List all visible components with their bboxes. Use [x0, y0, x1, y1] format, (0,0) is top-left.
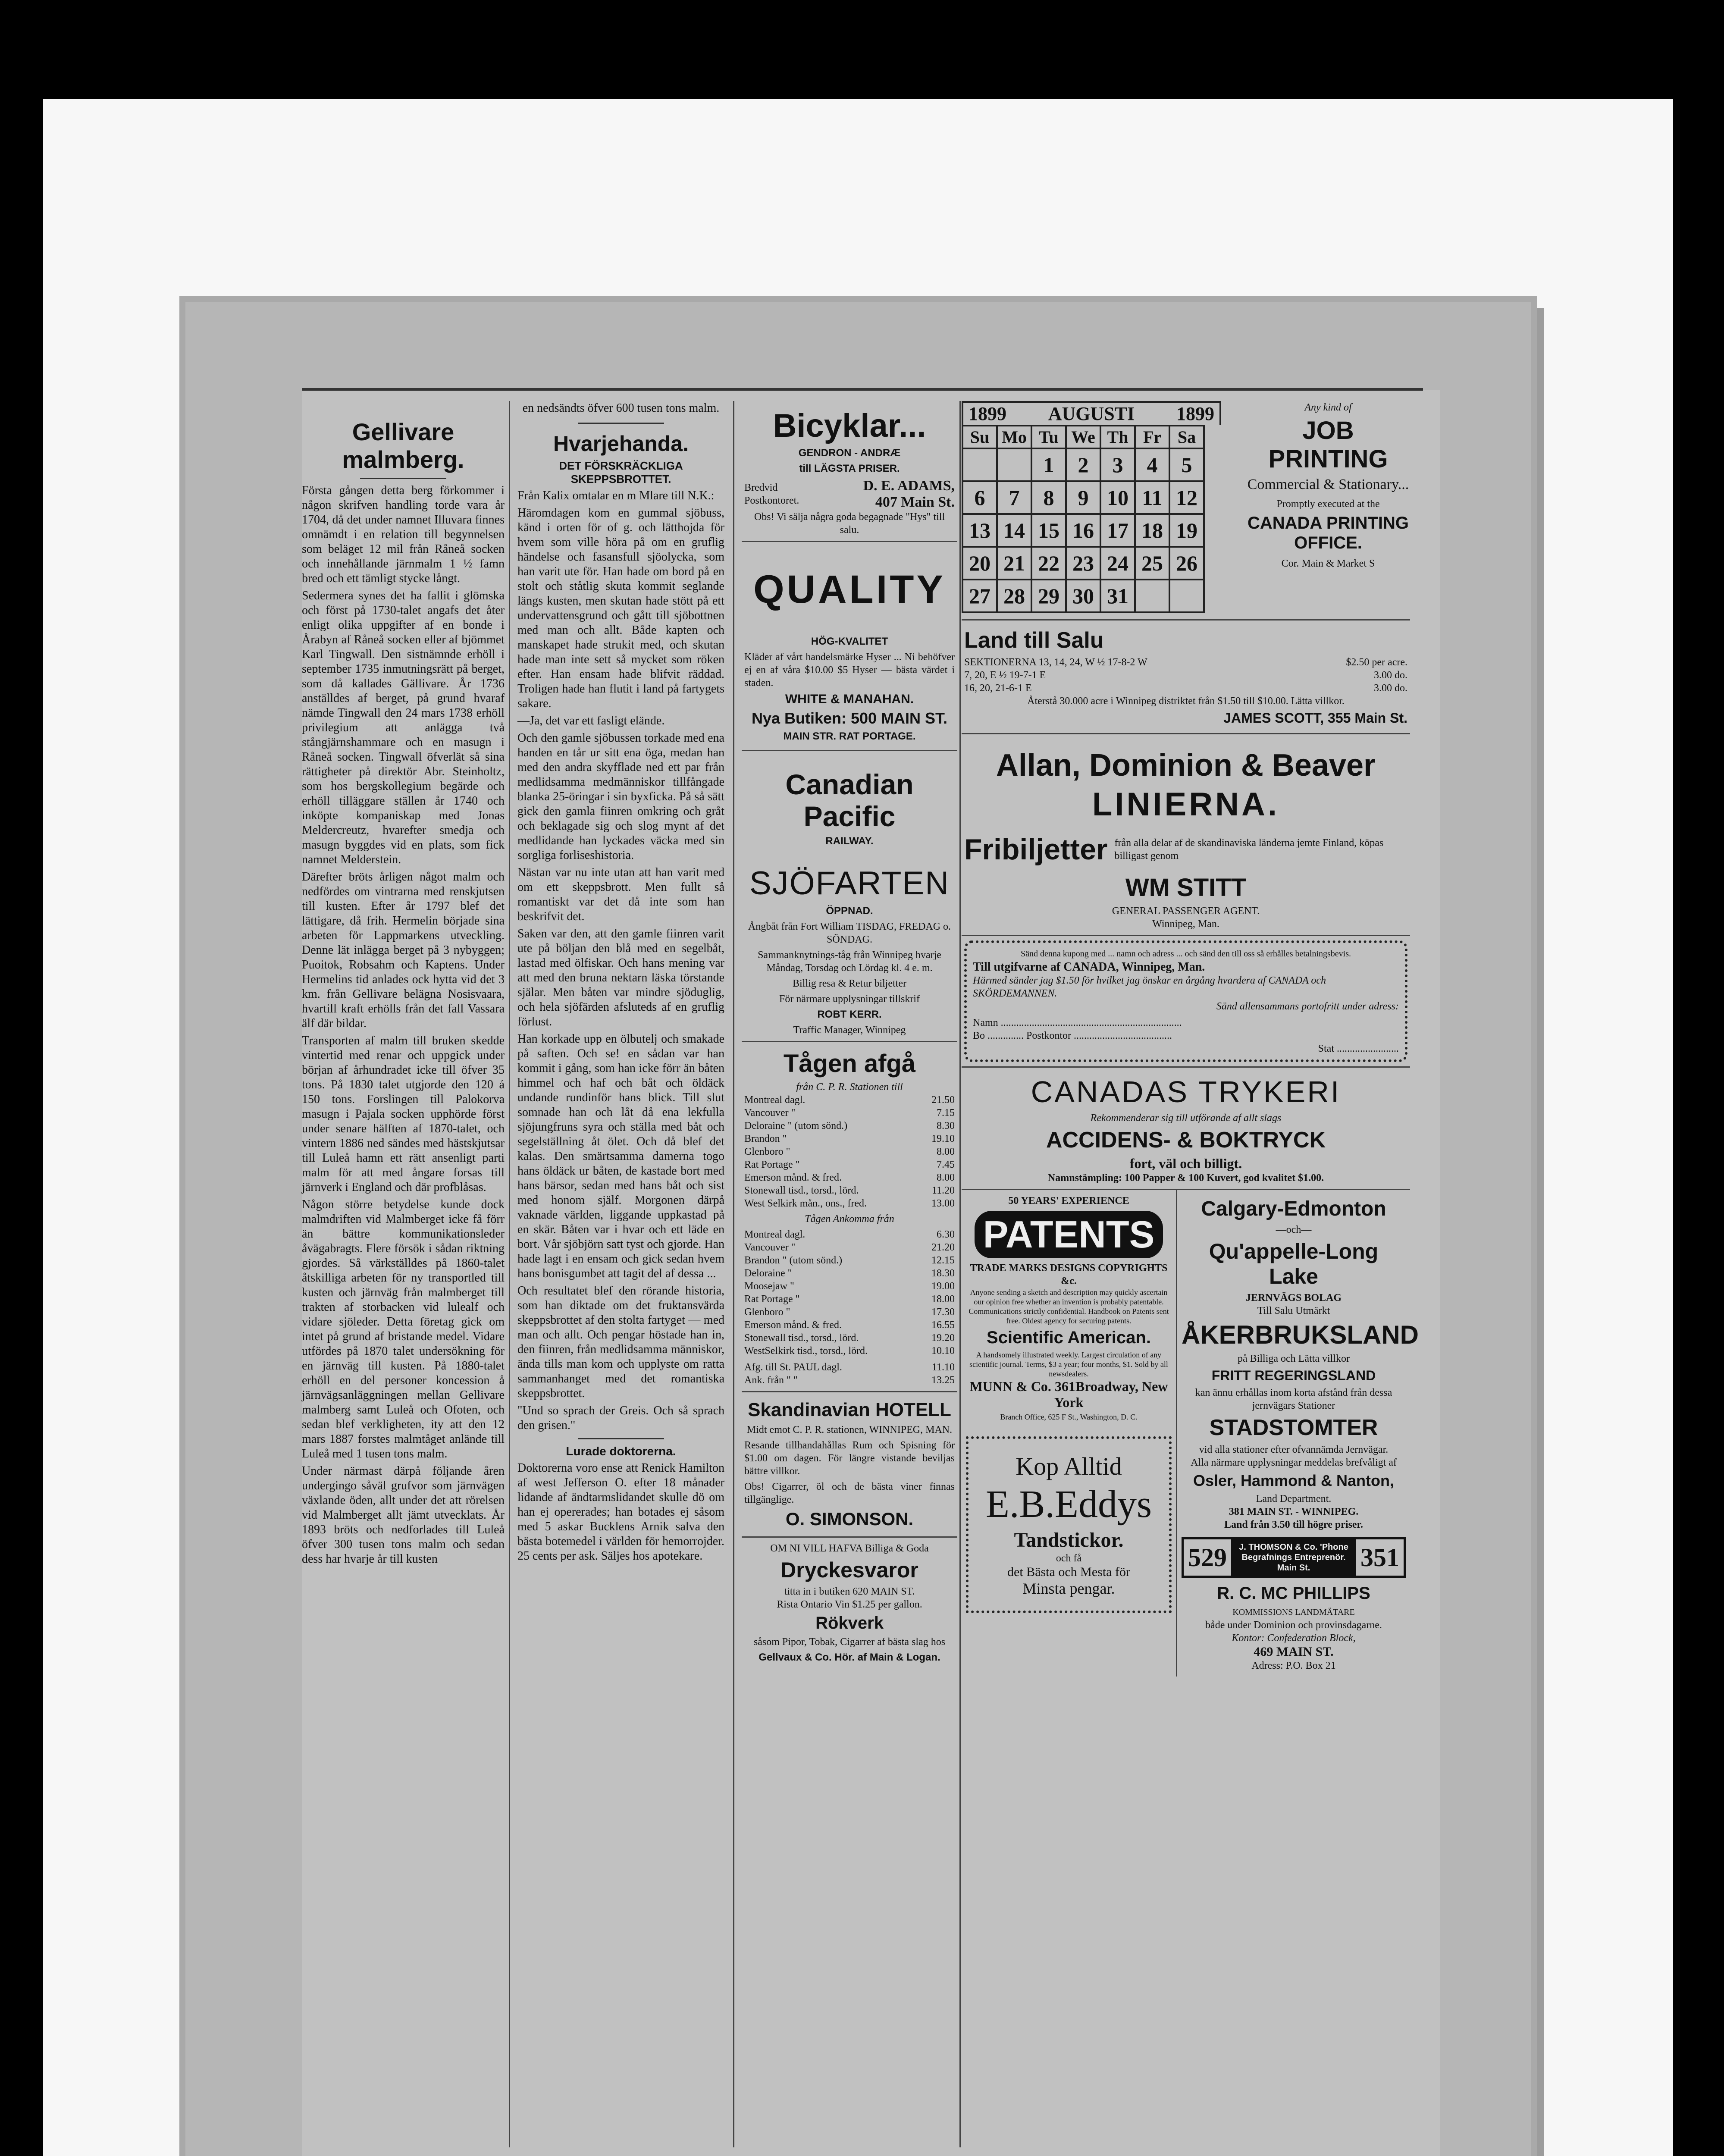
rokverk-text: såsom Pipor, Tobak, Cigarrer af bästa slag hos: [753, 1636, 946, 1648]
land-note: Återstå 30.000 acre i Winnipeg distriktet från $1.50 till $10.00. Lätta villkor.: [1027, 696, 1345, 707]
timetable-time: 19.00: [931, 1281, 955, 1292]
article-paragraph: Han korkade upp en ölbutelj och smakade på saften. Och se! en sådan var han kommit i gång, som han icke förr än båten himmel och haf och båt och öldäck undande rundinför hans blick. Till slut somnade han och låt då ena lekfulla sjöjungfruns syra och ställa med båt och segelställning åt ölet. Och då blef det kalas. Den smärtsamma damerna togo hans öldäck ur båten, de kastade bort med hans bärsor, sedan med hans båt och sist med honom själf. Morgonen därpå vaknade världen, liggande uppkastad på en skär. Båten var i hvar och ett läde en bort. Vår sjöbjörn satt tyst och gjorde. Han hade lagt i en ensam och gick sedan hvem hans bonisgumbet att tagit del af dessa ...: [517, 1032, 724, 1280]
quality-head: HÖG-KVALITET: [811, 636, 888, 647]
timetable-place: Stonewall tisd., torsd., lörd.: [744, 1185, 859, 1196]
land-sections: 16, 20, 21-6-1 E: [964, 683, 1032, 694]
accidens-sub: fort, väl och billigt.: [1129, 1156, 1242, 1171]
timetable-row: [744, 1319, 955, 1332]
timetable-place: West Selkirk mån., ons., fred.: [744, 1198, 867, 1209]
calendar-year: 1899: [1176, 403, 1214, 424]
timetable-time: 8.00: [937, 1172, 955, 1183]
calendar-day-header: We: [1066, 426, 1100, 448]
timetable-time: 18.00: [931, 1294, 955, 1305]
timetable-row: [744, 1228, 955, 1241]
land-price: Land från 3.50 till högre priser.: [1224, 1519, 1364, 1530]
article-paragraph: Första gången detta berg förkommer i någon skrifven handling torde vara år 1704, då det under namnet Illuvara finnes omnämdt i en relation till begynnelsen som beläget 12 mil från Råneå socken och innehållande järnmalm 1 ½ famn bred och ett tämligt stycke långt.: [302, 484, 505, 585]
timetable-row: [744, 1184, 955, 1197]
timetable-row: [744, 1132, 955, 1145]
sjofarten-contact-role: Traffic Manager, Winnipeg: [793, 1025, 906, 1036]
timetable-time: 11.20: [931, 1185, 955, 1196]
stad-text2: Alla närmare upplysningar meddelas brefvåligt af: [1191, 1457, 1397, 1468]
calendar-date: 30: [1066, 580, 1100, 612]
calendar-date: 20: [962, 547, 997, 580]
calendar-date: 18: [1135, 514, 1169, 547]
till-salu: Till Salu Utmärkt: [1257, 1305, 1330, 1316]
article-paragraph: Någon större betydelse kunde dock malmdriften vid Malmberget icke få förr än bättre kommunikationsleder åvägabragts. Flere försök i sådan riktning gjordes. Så värkställdes på 1860-talet åtskilliga arbeten för ny transportled till kusten och järnväg från malmberget till trakten af storbacken vid lulealf och vidare sjöleder. Detta företag gick om intet på grund af bristande medel. Vidare utfördes på 1870 talet undersökning för en järnväg till kusten. På 1880-talet erhöll en del personer koncession å järnvägsanläggningen mellan Gellivare malmberg samt Luleå och Ofoten, och sedan blef verkligheten, ity att den 12 mars 1887 forstes malmtåget anlände till Luleå med 1 tusen tons malm.: [302, 1198, 505, 1460]
thomson-addr: Main St.: [1277, 1563, 1310, 1573]
cp-title: Canadian Pacific: [785, 768, 914, 832]
ad-canadas-trykeri: [962, 1068, 1410, 1190]
munn-branch: Branch Office, 625 F St., Washington, D. C.: [1000, 1413, 1138, 1421]
coupon-box[interactable]: Sänd denna kupong med ... namn och adress ... och sänd den till oss så erhålles betalningsbevis. Till utgifvarne af CANADA, Winnipeg, Man. Härmed sänder jag $1.50 för hvilket jag önskar en årgång hvardera af CANADA och SKÖRDEMANNEN. Sänd allensammans portofritt under adress: Namn ...................................................................... Bo .............. Postkontor ...................................... Stat ........................: [964, 940, 1407, 1062]
calendar-date: [997, 448, 1031, 481]
timetable-time: 13.25: [931, 1375, 955, 1386]
calendar-date: 9: [1066, 481, 1100, 514]
patents-sub: TRADE MARKS DESIGNS COPYRIGHTS &c.: [970, 1263, 1168, 1287]
hotel-title: Skandinavian HOTELL: [748, 1399, 951, 1420]
calendar-date: 17: [1100, 514, 1135, 547]
row-bottom-ads: [962, 1190, 1419, 1677]
ad-dryckesvaror: [742, 1538, 957, 1671]
stitt-name: WM STITT: [1125, 874, 1247, 902]
osler-sub: Land Department.: [1256, 1493, 1332, 1504]
coupon-stat-label: Stat: [1318, 1043, 1334, 1054]
top-rule: [302, 388, 1423, 391]
headline-gellivare: Gellivare malmberg.: [342, 418, 464, 473]
land-rows: [964, 656, 1407, 695]
row-calendar-job: [962, 401, 1410, 620]
coupon-post-label: Postkontor: [1026, 1030, 1072, 1041]
calendar-date: 19: [1169, 514, 1204, 547]
timetable-time: 17.30: [931, 1307, 955, 1318]
calendar-date: 23: [1066, 547, 1100, 580]
mcph-po: Adress: P.O. Box 21: [1251, 1660, 1336, 1671]
column-gellivare: [302, 401, 505, 1569]
calendar-date: 6: [962, 481, 997, 514]
fribil-text: från alla delar af de skandinaviska länderna jemte Finland, köpas billigast genom: [1114, 837, 1384, 862]
land-row: [964, 682, 1407, 695]
akerbruksland: ÅKERBRUKSLAND: [1182, 1320, 1419, 1349]
timetable-row: [744, 1267, 955, 1280]
bicyklar-addr-label: Bredvid Postkontoret.: [744, 482, 799, 506]
subhead-doktorerna: Lurade doktorerna.: [566, 1445, 676, 1458]
ad-land-till-salu: [962, 620, 1410, 734]
osler-addr: 381 MAIN ST. - WINNIPEG.: [1229, 1506, 1359, 1517]
bicyklar-seller: D. E. ADAMS,: [863, 478, 955, 494]
stitt-role: GENERAL PASSENGER AGENT.: [1112, 906, 1260, 917]
hotel-text: Obs! Cigarrer, öl och de bästa viner finnas tillgänglige.: [744, 1481, 955, 1505]
calendar-date: 27: [962, 580, 997, 612]
coupon-bo-label: Bo: [973, 1030, 985, 1041]
ad-allan-linierna: [962, 734, 1410, 936]
calendar-aug-1899: [962, 401, 1221, 613]
sciam-text: A handsomely illustrated weekly. Largest circulation of any scientific journal. Terms, $3 a year; four months, $1. Sold by all newsdealers.: [969, 1351, 1168, 1378]
fritt-text: kan ännu erhållas inom korta afstånd från dessa jernvägars Stationer: [1195, 1387, 1392, 1411]
article-paragraph: Därefter bröts årligen något malm och nedfördes om vintrarna med renskjutsen till kusten. Efter år 1797 blef det lättigare, då frih. Hermelin började sina arbeten för Lappmarkens utveckling. Denne lät inlägga berget på 3 nybyggen; Puoitok, Robsahm och Kaptens. Under Hermelins tid anlades ock hytta vid det 3 km. från Gellivare belägna Nosisvaara, hvartill kraft erhölls från det fall Vassara älf där bildar.: [302, 870, 505, 1030]
article-paragraph: Häromdagen kom en gummal sjöbuss, känd i orten för of g. och lätthojda för hvem som ville höra på om en gruflig händelse och fasansfull sjöolycka, som han varit ute för. Han hade om bord på en stolt och ståtlig skuta kommit seglande längs kusten, men skutan hade stött på ett undervattensgrund och gått till sjöbottnen med man och allt. Både kapten och manskapet hade strukit med, och skutan hade man inte sett så mycket som röken efter. Han ensam hade blifvit räddad. Troligen hade han flutit i land på fartygets sakare.: [517, 506, 724, 710]
timetable-place: Rat Portage ": [744, 1294, 800, 1305]
job-title: JOB PRINTING: [1268, 417, 1388, 473]
calendar-month: AUGUSTI: [1048, 403, 1135, 424]
land-sections: SEKTIONERNA 13, 14, 24, W ½ 17-8-2 W: [964, 657, 1147, 668]
arrive-head: Tågen Ankomma från: [805, 1213, 894, 1225]
timetable-place: Deloraine " (utom sönd.): [744, 1120, 848, 1131]
timetable-row: [744, 1197, 955, 1210]
timetable-row: [744, 1254, 955, 1267]
article-paragraph: Doktorerna voro ense att Renick Hamilton af west Jefferson O. efter 18 månader lidande af ändtarmslidandet skulle dö om han ej opererades; han botades ej såsom med 5 askar Bucklens Arnik salva den bästa botemedel i världen för hemorrojder. 25 cents per ask. Säljes hos apotekare.: [517, 1461, 724, 1563]
ad-thomson: [1182, 1537, 1406, 1578]
calendar-date: 26: [1169, 547, 1204, 580]
quality-text: Kläder af vårt handelsmärke Hyser ... Ni behöfver ej en af våra $10.00 $5 Hyser — bästa värdet i staden.: [744, 652, 955, 689]
eddy-name: E.B.Eddys: [985, 1483, 1152, 1526]
patents-logo: PATENTS: [975, 1211, 1163, 1258]
dryck-text: Rista Ontario Vin $1.25 per gallon.: [777, 1599, 922, 1610]
calendar-date: 21: [997, 547, 1031, 580]
quality-shop2: MAIN STR. RAT PORTAGE.: [783, 730, 916, 742]
timetable-place: Vancouver ": [744, 1242, 796, 1253]
column-rule: [733, 401, 734, 2147]
timetable-row: [744, 1280, 955, 1293]
timetable-place: Afg. till St. PAUL dagl.: [744, 1362, 842, 1373]
quality-logo: QUALITY: [753, 567, 946, 611]
och-divider: —och—: [1276, 1224, 1312, 1235]
calendar-date: [962, 448, 997, 481]
timetable-place: Rat Portage ": [744, 1159, 800, 1170]
quality-firm: WHITE & MANAHAN.: [785, 692, 914, 706]
mcphillips: R. C. MC PHILLIPS: [1217, 1584, 1370, 1603]
land-title: Land till Salu: [964, 628, 1104, 653]
timetable-row: [744, 1171, 955, 1184]
divider: [578, 423, 664, 424]
timetable-time: 7.45: [937, 1159, 955, 1170]
bicyklar-price: till LÄGSTA PRISER.: [799, 463, 900, 474]
calendar-date: 14: [997, 514, 1031, 547]
jernvags-bolag: JERNVÄGS BOLAG: [1245, 1292, 1342, 1304]
timetable-time: 16.55: [931, 1319, 955, 1331]
calendar-date: 11: [1135, 481, 1169, 514]
accidens: ACCIDENS- & BOKTRYCK: [1046, 1128, 1326, 1153]
mcph-sub: KOMMISSIONS LANDMÄTARE: [1232, 1608, 1355, 1617]
column-rule: [509, 401, 510, 2147]
ad-tagen: [742, 1042, 957, 1392]
tagen-title: Tågen afgå: [783, 1050, 916, 1078]
rokverk-firm: Gellvaux & Co. Hör. af Main & Logan.: [759, 1651, 940, 1663]
timetable-place: Montreal dagl.: [744, 1229, 806, 1240]
mcph-addr: 469 MAIN ST.: [1254, 1645, 1334, 1659]
namnstampling: Namnstämpling: 100 Papper & 100 Kuvert, god kvalitet $1.00.: [1047, 1172, 1324, 1184]
timetable-place: Deloraine ": [744, 1268, 792, 1279]
coupon-to: Till utgifvarne af CANADA, Winnipeg, Man.: [973, 960, 1205, 974]
dryck-title: Dryckesvaror: [781, 1558, 918, 1582]
coupon-text: Härmed sänder jag $1.50 för hvilket jag önskar en årgång hvardera af CANADA och SKÖRDEMANNEN.: [973, 975, 1326, 999]
bicyklar-address: 407 Main St.: [875, 494, 955, 510]
eddy-kop: Kop Alltid: [1016, 1452, 1122, 1480]
mcph-office: Kontor: Confederation Block,: [1232, 1633, 1356, 1644]
column-ads: [742, 401, 957, 1671]
timetable-place: Brandon ": [744, 1133, 787, 1144]
divider: [578, 1438, 664, 1439]
timetable-time: 10.10: [931, 1345, 955, 1357]
sjofarten-text: Ångbåt från Fort William TISDAG, FREDAG o. SÖNDAG.: [748, 921, 951, 945]
timetable-place: Emerson månd. & fred.: [744, 1319, 842, 1331]
stad-text: vid alla stationer efter ofvannämda Jernvägar.: [1199, 1444, 1389, 1455]
article-paragraph: —Ja, det var ett fasligt elände.: [517, 714, 665, 727]
land-row: [964, 669, 1407, 682]
timetable-row: [744, 1344, 955, 1357]
tagen-sub: från C. P. R. Stationen till: [796, 1081, 903, 1093]
thomson-name: J. THOMSON & Co. 'Phone Begrafnings Entreprenör.: [1239, 1542, 1348, 1562]
akerbruk-sub: på Billiga och Lätta villkor: [1238, 1353, 1350, 1364]
departure-table: [744, 1094, 955, 1210]
left-bottom-ads: [962, 1190, 1177, 1677]
stitt-city: Winnipeg, Man.: [1152, 918, 1219, 930]
calendar-year: 1899: [969, 403, 1006, 424]
timetable-time: 13.00: [931, 1198, 955, 1209]
arrival-table: [744, 1228, 955, 1357]
land-row: [964, 656, 1407, 669]
eddy-tandstickor: Tandstickor.: [1014, 1529, 1124, 1551]
rokverk-title: Rökverk: [815, 1614, 884, 1633]
article-paragraph: Från Kalix omtalar en m Mlare till N.K.:: [517, 489, 715, 502]
ad-job-printing: [1246, 401, 1410, 613]
ad-patents: [966, 1194, 1172, 1423]
timetable-time: 21.50: [931, 1094, 955, 1106]
calendar-day-header: Fr: [1135, 426, 1169, 448]
timetable-row: [744, 1293, 955, 1306]
column-hvarjehanda: [517, 401, 724, 1566]
article-continuation: en nedsändts öfver 600 tusen tons malm.: [522, 401, 720, 415]
timetable-time: 8.00: [937, 1146, 955, 1157]
ad-subscription-coupon: [962, 936, 1410, 1068]
timetable-time: 7.15: [937, 1107, 955, 1119]
bicyklar-brands: GENDRON - ANDRÆ: [798, 447, 901, 459]
coupon-text2: Sänd allensammans portofritt under adress:: [1216, 1001, 1399, 1012]
timetable-place: Vancouver ": [744, 1107, 796, 1119]
timetable-time: 18.30: [931, 1268, 955, 1279]
article-paragraph: "Und so sprach der Greis. Och så sprach den grisen.": [517, 1404, 724, 1432]
calendar-day-header: Tu: [1031, 426, 1066, 448]
sjofarten-text: Sammanknytnings-tåg från Winnipeg hvarje Måndag, Torsdag och Lördag kl. 4 e. m.: [758, 950, 941, 974]
calendar-date: [1135, 580, 1169, 612]
calendar-date: 15: [1031, 514, 1066, 547]
calendar-date: 2: [1066, 448, 1100, 481]
osler: Osler, Hammond & Nanton,: [1193, 1472, 1395, 1489]
timetable-row: [744, 1094, 955, 1106]
job-address: Cor. Main & Market S: [1281, 558, 1375, 569]
timetable-row: [744, 1361, 955, 1374]
dryck-intro: OM NI VILL HAFVA Billiga & Goda: [770, 1543, 929, 1554]
article-paragraph: Transporten af malm till bruken skedde vintertid med renar och uppgick under början af århundradet icke till öfver 35 tons. På 1830 talet utgjorde den 120 á 150 tons. Forslingen till Palokorva masugn i Pajala socken upphörde först under senare hälften af 1870-talet, och vintern 1886 ned sändes med hästskjutsar till Luleå hamn ett rätt ansenligt parti malm för att med ångare forsas till järnverk i England och där profblåsas.: [302, 1034, 505, 1194]
eddy-basta: det Bästa och Mesta för: [1007, 1565, 1130, 1579]
timetable-place: Glenboro ": [744, 1146, 790, 1157]
calendar-date: 16: [1066, 514, 1100, 547]
timetable-place: Stonewall tisd., torsd., lörd.: [744, 1332, 859, 1344]
bicyklar-title: Bicyklar...: [773, 407, 926, 444]
timetable-place: Ank. från " ": [744, 1375, 798, 1386]
calendar-date: 29: [1031, 580, 1066, 612]
hotel-text: Resande tillhandahållas Rum och Spisning för $1.00 om dagen. För längre vistande beviljas bättre villkor.: [744, 1440, 955, 1477]
article-paragraph: Och den gamle sjöbussen torkade med ena handen en tår ur sitt ena öga, medan han med den andra skyfflade ned ett par från medlidsamma medmänniskor tillfångade blanka 25-öringar i sin byxficka. På så sätt gick den gamla fiinren omkring och gråt och beklagade sig och slog mynt af det medlidande han lyckades väcka med sin sorgliga forliseshistoria.: [517, 731, 724, 862]
calendar-date: 7: [997, 481, 1031, 514]
headline-hvarjehanda: Hvarjehanda.: [553, 432, 689, 456]
timetable-row: [744, 1145, 955, 1158]
calendar-date: 5: [1169, 448, 1204, 481]
calendar-date: 4: [1135, 448, 1169, 481]
sjofarten-title: SJÖFARTEN: [749, 865, 950, 902]
sjofarten-contact: ROBT KERR.: [817, 1009, 882, 1020]
hotel-owner: O. SIMONSON.: [785, 1509, 914, 1529]
divider: [360, 478, 446, 479]
newspaper-page: [185, 302, 1531, 2156]
timetable-place: Montreal dagl.: [744, 1094, 806, 1106]
calendar-day-header: Th: [1100, 426, 1135, 448]
dryck-text: titta in i butiken 620 MAIN ST.: [784, 1586, 915, 1597]
stpaul-table: [744, 1361, 955, 1387]
allan-sub: LINIERNA.: [1092, 786, 1279, 823]
job-prompt: Promptly executed at the: [1276, 498, 1380, 510]
land-price-cell: 3.00 do.: [1374, 670, 1407, 681]
eddy-och: och få: [1056, 1553, 1082, 1564]
quality-logo-figures: [744, 546, 955, 633]
calendar-date: 10: [1100, 481, 1135, 514]
quality-shop: Nya Butiken: 500 MAIN ST.: [751, 709, 948, 727]
fritt-regeringsland: FRITT REGERINGSLAND: [1211, 1368, 1376, 1383]
eddy-minsta: Minsta pengar.: [1022, 1580, 1115, 1597]
timetable-place: Emerson månd. & fred.: [744, 1172, 842, 1183]
sjofarten-text: För närmare upplysningar tillskrif: [779, 993, 920, 1005]
hotel-text: Midt emot C. P. R. stationen, WINNIPEG, MAN.: [746, 1424, 953, 1435]
ad-bicyklar: [742, 401, 957, 542]
column-rule: [959, 401, 961, 2147]
thomson-num: 529: [1188, 1543, 1227, 1572]
timetable-time: 21.20: [931, 1242, 955, 1253]
calendar-date: 3: [1100, 448, 1135, 481]
timetable-time: 6.30: [937, 1229, 955, 1240]
trykeri-title: CANADAS TRYKERI: [1031, 1075, 1341, 1109]
timetable-time: 11.10: [931, 1362, 955, 1373]
allan-title: Allan, Dominion & Beaver: [996, 748, 1376, 783]
calendar-date: 22: [1031, 547, 1066, 580]
ad-hotell: [742, 1392, 957, 1538]
stadstomter: STADSTOMTER: [1209, 1415, 1378, 1440]
job-office: CANADA PRINTING OFFICE.: [1247, 514, 1409, 552]
timetable-row: [744, 1306, 955, 1319]
coupon-head: Sänd denna kupong med ... namn och adress ... och sänd den till oss så erhålles betalningsbevis.: [1021, 949, 1351, 959]
timetable-place: Brandon " (utom sönd.): [744, 1255, 843, 1266]
mcph-text: både under Dominion och provinsdagarne.: [1205, 1620, 1382, 1631]
munn-co: MUNN & Co. 361Broadway, New York: [969, 1379, 1168, 1410]
patents-exp: 50 YEARS' EXPERIENCE: [1008, 1195, 1129, 1206]
coupon-name-label: Namn: [973, 1017, 998, 1028]
calendar-date: 13: [962, 514, 997, 547]
calendar-date: 8: [1031, 481, 1066, 514]
timetable-time: 19.10: [931, 1133, 955, 1144]
cp-sub: RAILWAY.: [825, 835, 874, 847]
timetable-time: 8.30: [937, 1120, 955, 1131]
article-paragraph: Saken var den, att den gamle fiinren varit ute på böljan den blå med en segelbåt, lastad med ölfiskar. Och hans mening var att med den bruna nektarn läska törstande själar. Men båten var mindre sjöduglig, och hela sjöfärden afsluteds af en gruflig förlust.: [517, 927, 724, 1028]
right-bottom-ads: [1177, 1190, 1419, 1677]
article-paragraph: Under närmast därpå följande åren undergingo såväl grufvor som järnvägen växlande öden, allt under det att rörelsen vid Malmberget allt jämt utvecklats. År 1893 bröts och nedforlades till Luleå öfver 300 tusen tons malm och sedan dess har hvarje år till kusten: [302, 1464, 505, 1566]
timetable-row: [744, 1332, 955, 1344]
article-paragraph: Sedermera synes det ha fallit i glömska och först på 1730-talet angafs det åter enligt olika uppgifter af en bonde i Årabyn af Råneå socken eller af bjömmet Karl Tingwall. Den sistnämnde erhöll i september 1735 inmutningsrätt på berget, som då kallades Gällivare. År 1736 anställdes af berget, på grund hvaraf nämde Tingwall den 24 mars 1738 erhöll privilegium att anlägga två stångjärnshammare och en masugn i Råneå socken. Tingwall öfverlät så sina rättigheter på direktör Abr. Steinholtz, som hos bergskollegium begärde och erhöll tilläggare ställen år 1740 och inköpte kompaniskap med Jonas Meldercreutz, hvarefter smedja och masugn byggdes vid en plats, som fick namnet Melderstein.: [302, 589, 505, 866]
calendar-grid: [962, 425, 1205, 613]
timetable-row: [744, 1374, 955, 1387]
fribiljetter: Fribiljetter: [964, 833, 1108, 866]
ad-canadian-pacific: [742, 751, 957, 1042]
timetable-place: WestSelkirk tisd., torsd., lörd.: [744, 1345, 868, 1357]
ad-eddys: [966, 1436, 1172, 1613]
ad-quality: [742, 542, 957, 751]
land-price-cell: 3.00 do.: [1374, 683, 1407, 694]
calgary: Calgary-Edmonton: [1201, 1197, 1386, 1220]
job-kind: Any kind of: [1304, 402, 1352, 413]
patents-text: Anyone sending a sketch and description may quickly ascertain our opinion free whether an invention is probably patentable. Communications strictly confidential. Handbook on Patents sent free. Oldest agency for securing patents.: [969, 1288, 1169, 1325]
calendar-day-header: Sa: [1169, 426, 1204, 448]
timetable-time: 12.15: [931, 1255, 955, 1266]
scientific-american: Scientific American.: [987, 1328, 1151, 1347]
calendar-day-header: Mo: [997, 426, 1031, 448]
timetable-place: Moosejaw ": [744, 1281, 794, 1292]
timetable-place: Glenboro ": [744, 1307, 790, 1318]
thomson-num: 351: [1360, 1543, 1399, 1572]
land-seller: JAMES SCOTT, 355 Main St.: [1223, 710, 1407, 726]
calendar-date: 28: [997, 580, 1031, 612]
calendar-date: 25: [1135, 547, 1169, 580]
calendar-date: 24: [1100, 547, 1135, 580]
column-right: [962, 401, 1419, 1677]
calendar-date: 31: [1100, 580, 1135, 612]
calendar-date: [1169, 580, 1204, 612]
quappelle: Qu'appelle-Long Lake: [1209, 1239, 1379, 1288]
bicyklar-note: Obs! Vi sälja några goda begagnade "Hys" till salu.: [754, 511, 945, 536]
timetable-row: [744, 1106, 955, 1119]
timetable-row: [744, 1119, 955, 1132]
trykeri-sub: Rekommenderar sig till utförande af allt slags: [1090, 1112, 1282, 1124]
land-sections: 7, 20, E ½ 19-7-1 E: [964, 670, 1046, 681]
job-sub: Commercial & Stationary...: [1247, 476, 1409, 492]
article-paragraph: Nästan var nu inte utan att han varit med om ett skeppsbrott. Men fullt så romantiskt var det då inte som han beskrifvit det.: [517, 866, 724, 923]
calendar-date: 12: [1169, 481, 1204, 514]
land-price-cell: $2.50 per acre.: [1346, 657, 1407, 668]
timetable-row: [744, 1241, 955, 1254]
timetable-time: 19.20: [931, 1332, 955, 1344]
sjofarten-sub: ÖPPNAD.: [826, 905, 873, 917]
subhead-skeppsbrott: DET FÖRSKRÄCKLIGA SKEPPSBROTTET.: [559, 459, 683, 486]
article-paragraph: Och resultatet blef den rörande historia, som han diktade om det fruktansvärda skeppsbrottet af den stolta fartyget — med man och allt. Och pengar höstade han in, den fiinren, från medlidsamma människor, ända tills man kom och upplyste om ratta sammanhanget med det romantiska skeppsbrottet.: [517, 1284, 724, 1400]
timetable-row: [744, 1158, 955, 1171]
sjofarten-text: Billig resa & Retur biljetter: [793, 978, 906, 989]
calendar-date: 1: [1031, 448, 1066, 481]
calendar-day-header: Su: [962, 426, 997, 448]
